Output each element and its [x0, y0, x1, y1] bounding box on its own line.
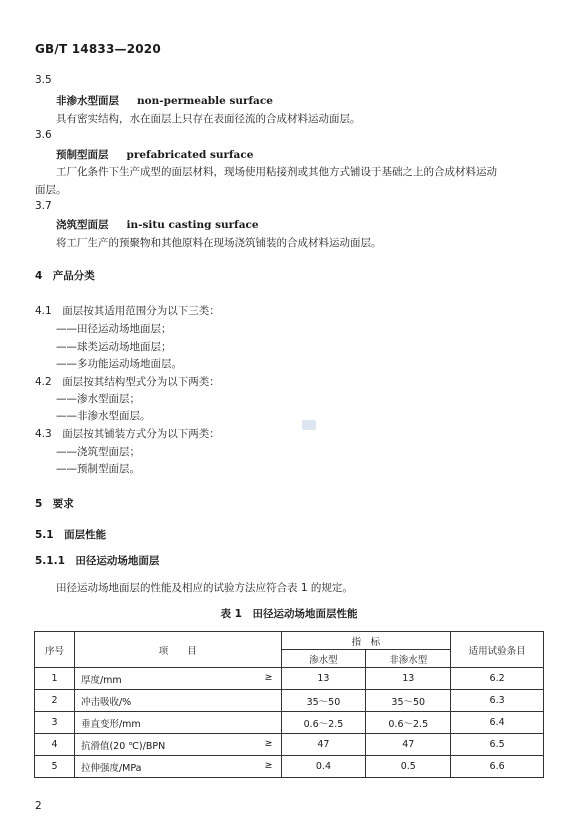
- page-number: 2: [35, 800, 42, 812]
- clause-3-5-definition: 具有密实结构，水在面层上只存在表面径流的合成材料运动面层。: [56, 113, 361, 125]
- list-item: ——预制型面层。: [56, 463, 140, 475]
- cell-permeable: 47: [281, 734, 366, 756]
- cell-no: 1: [35, 668, 75, 690]
- clause-3-6-definition-line2: 面层。: [35, 184, 67, 196]
- cell-method: 6.6: [451, 756, 544, 778]
- cell-item: [74, 734, 281, 756]
- cell-no: 4: [35, 734, 75, 756]
- section-4-heading: 4 产品分类: [35, 270, 95, 282]
- cell-permeable: 13: [281, 668, 366, 690]
- cell-item: [74, 756, 281, 778]
- list-item: ——非渗水型面层。: [56, 410, 151, 422]
- cell-method: 6.4: [451, 712, 544, 734]
- header-no: 序号: [35, 632, 75, 668]
- cell-method: 6.5: [451, 734, 544, 756]
- item-label: 厚度/mm: [80, 674, 122, 686]
- table-row: [35, 734, 544, 756]
- cell-item: [74, 668, 281, 690]
- list-item: ——多功能运动场地面层。: [56, 358, 182, 370]
- term-en: in-situ casting surface: [126, 219, 259, 231]
- clause-3-7-definition: 将工厂生产的预聚物和其他原料在现场浇筑铺装的合成材料运动面层。: [56, 237, 382, 249]
- cell-non-permeable: 0.6～2.5: [366, 712, 451, 734]
- cell-no: 5: [35, 756, 75, 778]
- standard-code-header: GB/T 14833—2020: [35, 42, 161, 56]
- cell-item: [74, 690, 281, 712]
- item-label: 拉伸强度/MPa: [80, 762, 142, 774]
- watermark-mark: [302, 420, 316, 430]
- header-non-permeable: 非渗水型: [366, 650, 451, 668]
- term-cn: 浇筑型面层: [56, 219, 109, 231]
- item-label: 冲击吸收/%: [80, 696, 132, 708]
- list-item: ——田径运动场地面层；: [56, 323, 172, 335]
- performance-table: [34, 631, 544, 778]
- header-index: 指 标: [281, 632, 451, 650]
- term-en: prefabricated surface: [126, 149, 254, 161]
- cell-non-permeable: 47: [366, 734, 451, 756]
- cell-no: 2: [35, 690, 75, 712]
- clause-3-5-number: 3.5: [35, 74, 52, 86]
- term-en: non-permeable surface: [137, 95, 273, 107]
- clause-3-7-term: [56, 217, 259, 232]
- clause-4-2: 4.2 面层按其结构型式分为以下两类：: [35, 376, 220, 388]
- cell-permeable: 0.4: [281, 756, 366, 778]
- header-permeable: 渗水型: [281, 650, 366, 668]
- table-row: [35, 756, 544, 778]
- table-row: [35, 712, 544, 734]
- cell-non-permeable: 13: [366, 668, 451, 690]
- item-label: 垂直变形/mm: [80, 718, 141, 730]
- table-row: [35, 690, 544, 712]
- clause-5-1-heading: 5.1 面层性能: [35, 529, 107, 541]
- clause-3-6-term: [56, 147, 253, 162]
- comparison-op: ≥: [264, 738, 273, 749]
- clause-4-3: 4.3 面层按其铺装方式分为以下两类：: [35, 428, 220, 440]
- header-method: 适用试验条目: [451, 632, 544, 668]
- clause-4-1: 4.1 面层按其适用范围分为以下三类：: [35, 305, 220, 317]
- clause-5-1-1-heading: 5.1.1 田径运动场地面层: [35, 555, 160, 567]
- term-cn: 非渗水型面层: [56, 95, 119, 107]
- list-item: ——渗水型面层；: [56, 393, 140, 405]
- comparison-op: ≥: [264, 672, 273, 683]
- list-item: ——浇筑型面层；: [56, 446, 140, 458]
- cell-item: [74, 712, 281, 734]
- table-caption: 表 1 田径运动场地面层性能: [220, 608, 358, 620]
- clause-3-7-number: 3.7: [35, 200, 52, 212]
- cell-non-permeable: 35～50: [366, 690, 451, 712]
- clause-3-6-number: 3.6: [35, 129, 52, 141]
- header-item: 项 目: [74, 632, 281, 668]
- list-item: ——球类运动场地面层；: [56, 341, 172, 353]
- term-cn: 预制型面层: [56, 149, 109, 161]
- item-label: 抗滑值(20 ℃)/BPN: [80, 740, 166, 752]
- cell-permeable: 35～50: [281, 690, 366, 712]
- cell-permeable: 0.6～2.5: [281, 712, 366, 734]
- clause-3-5-term: [56, 93, 273, 108]
- cell-method: 6.3: [451, 690, 544, 712]
- comparison-op: ≥: [264, 760, 273, 771]
- cell-method: 6.2: [451, 668, 544, 690]
- table-row: [35, 668, 544, 690]
- cell-no: 3: [35, 712, 75, 734]
- clause-3-6-definition-line1: 工厂化条件下生产成型的面层材料，现场使用粘接剂或其他方式铺设于基础之上的合成材料运动: [56, 166, 497, 178]
- section-5-heading: 5 要求: [35, 498, 74, 510]
- clause-5-1-1-text: 田径运动场地面层的性能及相应的试验方法应符合表 1 的规定。: [56, 582, 353, 594]
- cell-non-permeable: 0.5: [366, 756, 451, 778]
